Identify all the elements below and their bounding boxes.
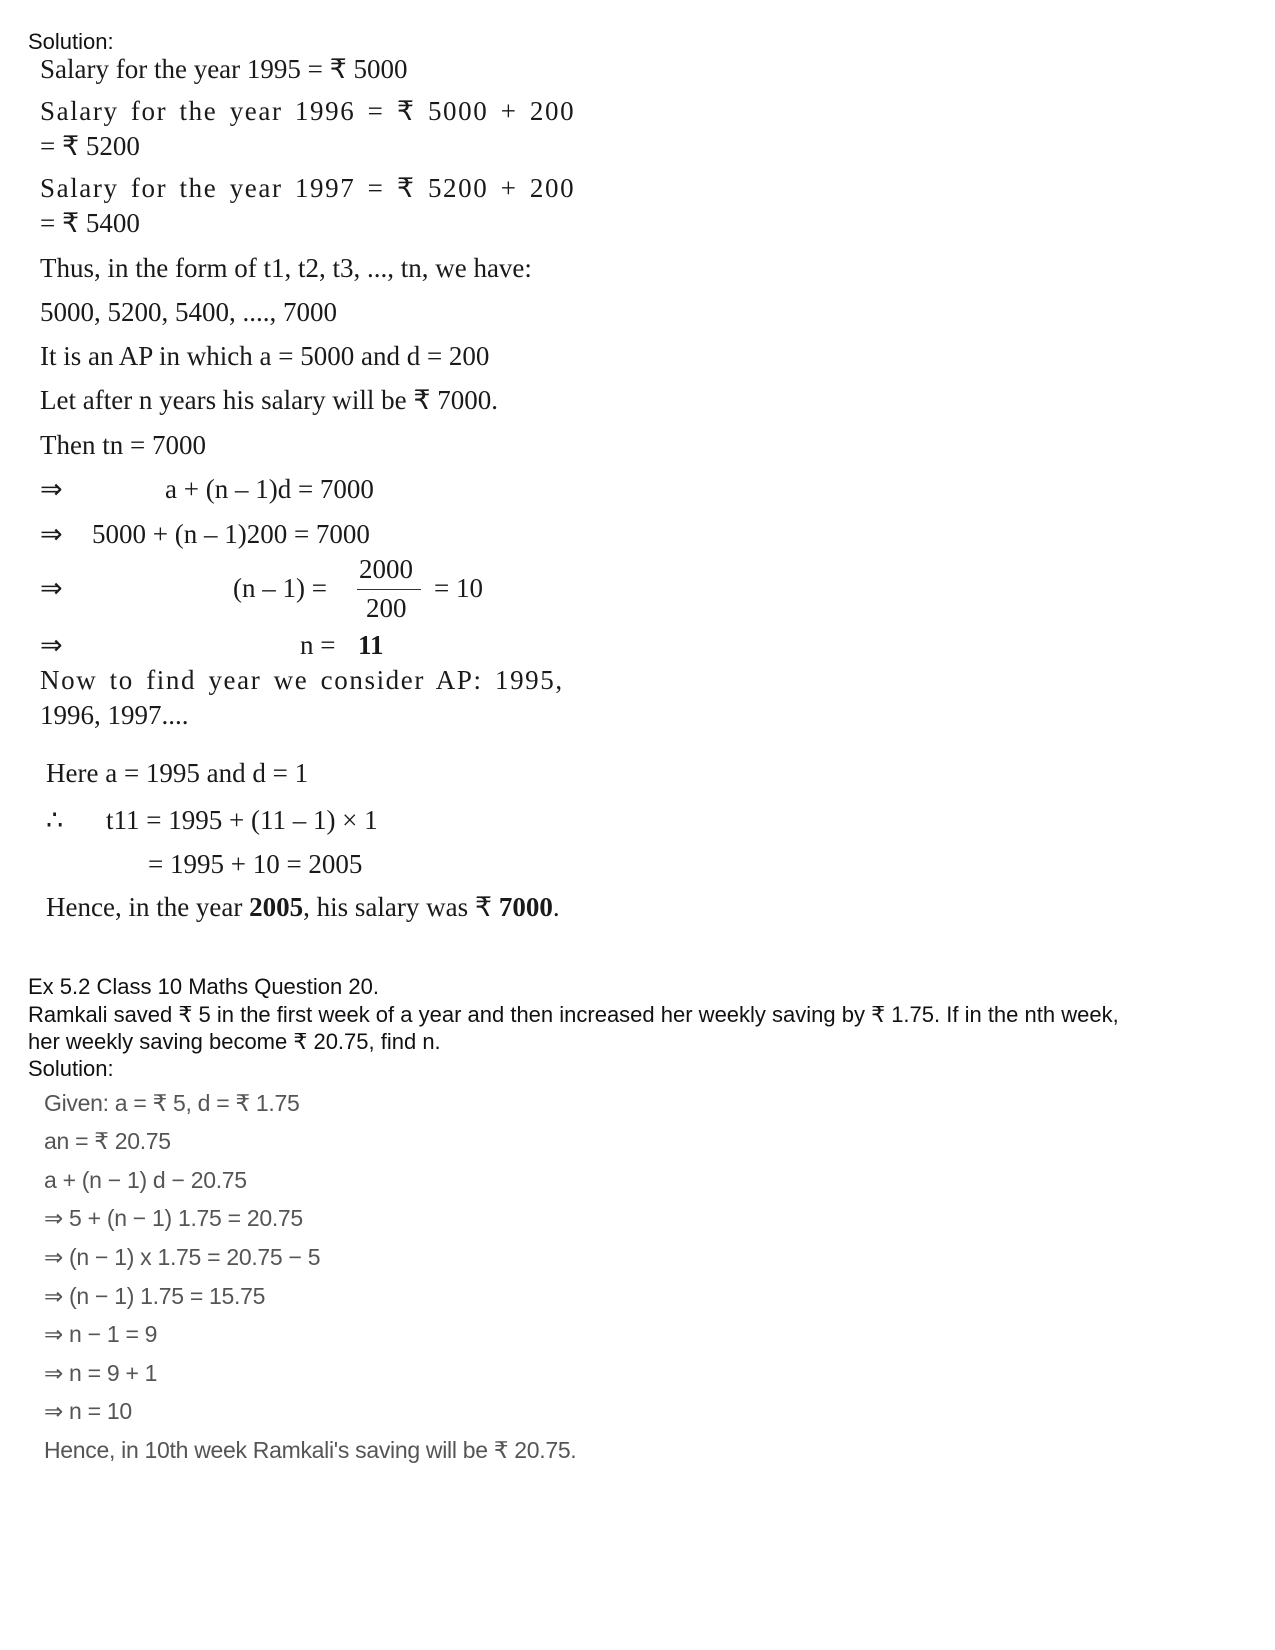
arrow-icon: ⇒ (40, 519, 63, 549)
year-intro-line: Now to find year we consider AP: 1995, (40, 665, 564, 695)
step-expression: a + (n – 1)d = 7000 (165, 474, 374, 504)
let-line: Let after n years his salary will be ₹ 7000. (40, 385, 499, 415)
fraction-numerator: 2000 (359, 554, 413, 584)
fraction-denominator: 200 (366, 593, 407, 623)
step-line: ⇒ n − 1 = 9 (44, 1321, 158, 1347)
step-line: ⇒ n = 9 + 1 (44, 1360, 158, 1386)
question-title: Ex 5.2 Class 10 Maths Question 20. (28, 974, 379, 999)
sequence-line: 5000, 5200, 5400, ...., 7000 (40, 297, 337, 327)
step-line: ⇒ 5 + (n − 1) 1.75 = 20.75 (44, 1205, 303, 1231)
ap-line: It is an AP in which a = 5000 and d = 200 (40, 341, 490, 371)
step-value: 11 (358, 630, 384, 660)
salary-1996-result: = ₹ 5200 (40, 131, 140, 161)
arrow-icon: ⇒ (40, 630, 63, 660)
t11-result: = 1995 + 10 = 2005 (148, 849, 363, 879)
step-lhs: n = (300, 630, 336, 660)
step-lhs: (n – 1) = (233, 573, 327, 603)
step-expression: 5000 + (n – 1)200 = 7000 (92, 519, 370, 549)
salary-1997-result: = ₹ 5400 (40, 208, 140, 238)
therefore-icon: ∴ (46, 805, 64, 835)
conclusion-line (46, 892, 560, 922)
an-line: an = ₹ 20.75 (44, 1128, 171, 1154)
conclusion-pre: Hence, in the year (46, 892, 250, 922)
year-sequence-line: 1996, 1997.... (40, 700, 189, 730)
t11-line: t11 = 1995 + (11 – 1) × 1 (106, 805, 378, 835)
question-text-line-2: her weekly saving become ₹ 20.75, find n. (28, 1029, 441, 1054)
salary-1995-line: Salary for the year 1995 = ₹ 5000 (40, 54, 408, 84)
step-line: ⇒ n = 10 (44, 1398, 132, 1424)
arrow-icon: ⇒ (40, 474, 63, 504)
salary-1997-line: Salary for the year 1997 = ₹ 5200 + 200 (40, 173, 576, 203)
formula-line: a + (n − 1) d − 20.75 (44, 1167, 247, 1193)
conclusion-mid: , his salary was ₹ (303, 892, 499, 922)
given-line: Given: a = ₹ 5, d = ₹ 1.75 (44, 1090, 300, 1116)
solution-heading: Solution: (28, 29, 114, 54)
question-text-line-1: Ramkali saved ₹ 5 in the first week of a year and then increased her weekly saving by ₹ 1.75. If in the nth week, (28, 1002, 1119, 1027)
arrow-icon: ⇒ (40, 573, 63, 603)
step-line: ⇒ (n − 1) 1.75 = 15.75 (44, 1283, 266, 1309)
fraction-bar (357, 589, 421, 590)
form-line: Thus, in the form of t1, t2, t3, ..., tn, we have: (40, 253, 532, 283)
then-line: Then tn = 7000 (40, 430, 206, 460)
step-rhs: = 10 (434, 573, 483, 603)
conclusion-amount: 7000 (498, 892, 553, 922)
conclusion-line: Hence, in 10th week Ramkali's saving will be ₹ 20.75. (44, 1437, 577, 1463)
here-line: Here a = 1995 and d = 1 (46, 758, 309, 788)
conclusion-year: 2005 (249, 892, 304, 922)
step-line: ⇒ (n − 1) x 1.75 = 20.75 − 5 (44, 1244, 321, 1270)
salary-1996-line: Salary for the year 1996 = ₹ 5000 + 200 (40, 96, 576, 126)
solution-heading: Solution: (28, 1056, 114, 1081)
conclusion-end: . (552, 892, 560, 922)
